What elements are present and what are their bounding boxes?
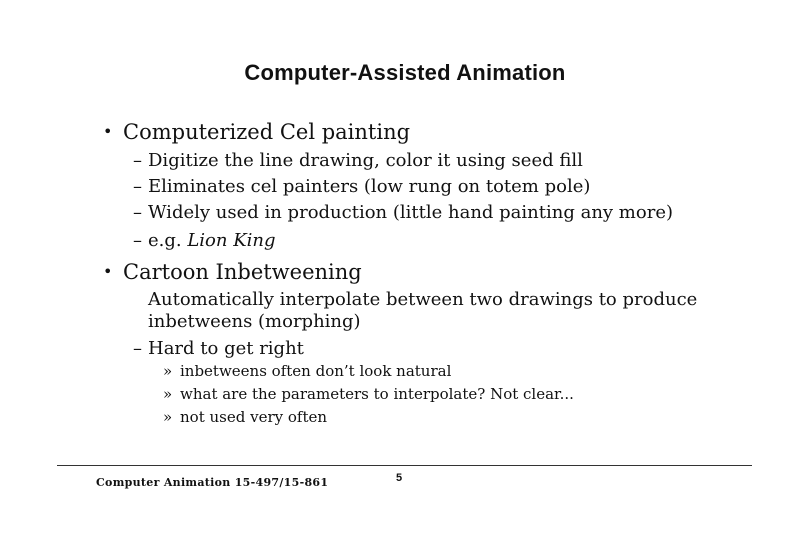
dash-marker: – — [133, 338, 142, 359]
bullet-text: Cartoon Inbetweening — [123, 260, 362, 284]
example-title: Lion King — [187, 230, 276, 251]
dash-marker: – — [133, 150, 142, 171]
sub-bullet-text: inbetweens (morphing) — [148, 311, 361, 332]
sub-bullet-text: Eliminates cel painters (low rung on totem pole) — [148, 176, 591, 197]
bullet-marker: • — [103, 122, 113, 141]
dash-marker: – — [133, 230, 142, 251]
subsub-bullet-text: inbetweens often don’t look natural — [180, 362, 452, 380]
chevron-marker: » — [163, 408, 173, 426]
sub-bullet-text: Widely used in production (little hand painting any more) — [148, 202, 673, 223]
sub-bullet-text: Digitize the line drawing, color it using seed fill — [148, 150, 583, 171]
page-number: 5 — [396, 472, 403, 484]
example-prefix: e.g. — [148, 230, 188, 251]
sub-bullet-text: Automatically interpolate between two drawings to produce — [148, 289, 698, 310]
subsub-bullet-text: not used very often — [180, 408, 328, 426]
dash-marker: – — [133, 176, 142, 197]
footer-divider — [57, 465, 752, 466]
subsub-bullet-text: what are the parameters to interpolate? Not clear... — [180, 385, 574, 403]
chevron-marker: » — [163, 362, 173, 380]
chevron-marker: » — [163, 385, 173, 403]
bullet-marker: • — [103, 262, 113, 281]
sub-bullet-text: Hard to get right — [148, 338, 304, 359]
dash-marker: – — [133, 202, 142, 223]
sub-bullet-text — [148, 230, 276, 252]
footer-course-label: Computer Animation 15-497/15-861 — [96, 476, 329, 489]
slide-title: Computer-Assisted Animation — [244, 60, 566, 85]
bullet-text: Computerized Cel painting — [123, 120, 411, 144]
